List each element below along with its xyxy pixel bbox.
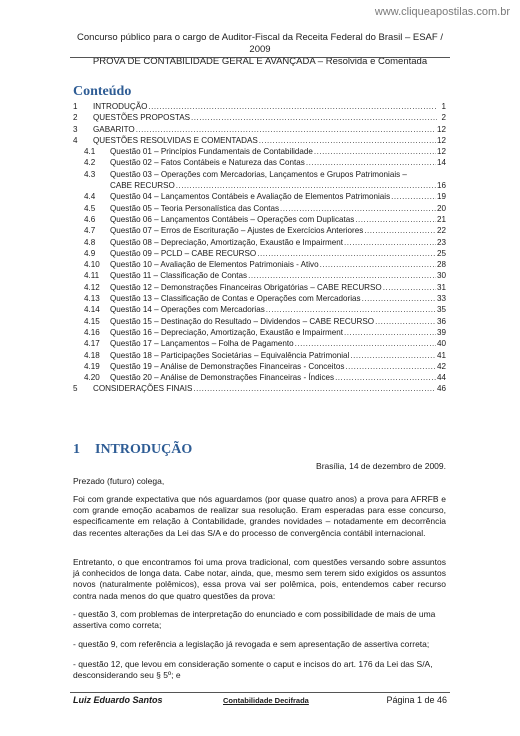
toc-entry[interactable] (73, 191, 446, 202)
toc-dot-leader (280, 203, 436, 214)
toc-title: Conteúdo (73, 84, 132, 99)
toc-dot-leader (257, 248, 436, 259)
toc-dot-leader (383, 282, 436, 293)
toc-entry-title: Questão 12 – Demonstrações Financeiras Obrigatórias – CABE RECURSO (110, 282, 382, 292)
toc-entry[interactable] (73, 304, 446, 315)
header-line-2: PROVA DE CONTABILIDADE GERAL E AVANÇADA – Resolvida e Comentada (92, 56, 428, 67)
toc-entry-number: 2 (73, 113, 78, 123)
toc-entry-page: 36 (436, 316, 446, 326)
toc-entry-number: 4.20 (84, 373, 100, 383)
toc-entry[interactable] (73, 259, 446, 270)
toc-entry[interactable] (73, 361, 446, 372)
table-of-contents (73, 101, 446, 395)
toc-dot-leader (193, 383, 436, 394)
toc-entry-page: 21 (436, 214, 446, 224)
toc-dot-leader (266, 304, 436, 315)
letter-date: Brasília, 14 de dezembro de 2009. (316, 461, 446, 471)
toc-entry-page: 39 (436, 327, 446, 337)
toc-entry-page: 35 (436, 305, 446, 315)
toc-entry-page: 42 (436, 361, 446, 371)
toc-entry-page: 12 (436, 147, 446, 157)
toc-dot-leader (344, 237, 436, 248)
toc-entry-title: Questão 05 – Teoria Personalística das Contas (110, 203, 280, 213)
toc-entry-title: Questão 10 – Avaliação de Elementos Patrimoniais - Ativo (110, 260, 319, 270)
toc-entry[interactable] (73, 146, 446, 157)
toc-entry-page: 23 (436, 237, 446, 247)
toc-dot-leader (364, 225, 436, 236)
toc-entry-title: QUESTÕES PROPOSTAS (93, 113, 190, 123)
toc-entry-page: 19 (436, 192, 446, 202)
toc-entry[interactable] (73, 383, 446, 394)
toc-dot-leader (176, 180, 436, 191)
toc-entry[interactable] (73, 135, 446, 146)
toc-entry-title-continued: CABE RECURSO (110, 181, 175, 191)
toc-entry[interactable] (73, 225, 446, 236)
toc-dot-leader (306, 157, 436, 168)
header-line-1: Concurso público para o cargo de Auditor-Fiscal da Receita Federal do Brasil – ESAF / 2009 (77, 32, 443, 55)
toc-entry-number: 4 (73, 135, 78, 145)
toc-entry-page: 40 (436, 339, 446, 349)
toc-entry-number: 4.15 (84, 316, 100, 326)
toc-dot-leader (355, 214, 436, 225)
toc-entry[interactable] (73, 248, 446, 259)
toc-entry[interactable] (73, 237, 446, 248)
toc-entry-number: 4.13 (84, 294, 100, 304)
toc-entry-page: 22 (436, 226, 446, 236)
toc-entry[interactable] (73, 316, 446, 327)
toc-entry-number: 4.14 (84, 305, 100, 315)
toc-entry[interactable] (73, 350, 446, 361)
toc-entry[interactable] (73, 203, 446, 214)
toc-entry-title: CONSIDERAÇÕES FINAIS (93, 384, 193, 394)
toc-entry[interactable] (73, 372, 446, 383)
toc-entry-number: 4.18 (84, 350, 100, 360)
toc-entry[interactable] (73, 338, 446, 349)
toc-entry-title: GABARITO (93, 124, 135, 134)
footer-page-number: Página 1 de 46 (386, 695, 447, 705)
toc-dot-leader (350, 350, 436, 361)
toc-dot-leader (191, 112, 437, 123)
toc-entry-page: 28 (436, 260, 446, 270)
toc-entry[interactable] (73, 270, 446, 281)
toc-entry-number: 4.1 (84, 147, 96, 157)
toc-entry-title: Questão 01 – Princípios Fundamentais de Contabilidade (110, 147, 313, 157)
list-item-questao-3: - questão 3, com problemas de interpretação do enunciado e com possibilidade de mais de uma assertiva como correta; (73, 609, 436, 631)
paragraph-1: Foi com grande expectativa que nós aguardamos (por quase quatro anos) a prova para AFRFB e com grande emoção acabamos de realizar sua resolução. Eram esperadas para esse concurso, especificamente em relação à Contabilidade, grandes novidades – notadamente em decorrência das recentes alterações da Lei das S/A e do processo de convergência contábil internacional. (73, 494, 446, 538)
footer-author: Luiz Eduardo Santos (73, 695, 163, 705)
toc-entry-page: 2 (441, 113, 446, 123)
toc-entry-number: 4.5 (84, 203, 96, 213)
toc-dot-leader (136, 124, 436, 135)
toc-entry-title: Questão 16 – Depreciação, Amortização, Exaustão e Impairment (110, 327, 344, 337)
footer-divider (70, 692, 450, 693)
toc-entry-title: Questão 18 – Participações Societárias – Equivalência Patrimonial (110, 350, 350, 360)
toc-entry-title: Questão 04 – Lançamentos Contábeis e Avaliação de Elementos Patrimoniais (110, 192, 391, 202)
toc-entry-page: 33 (436, 294, 446, 304)
toc-entry-number: 4.3 (84, 169, 96, 179)
toc-entry-title: Questão 15 – Destinação do Resultado – Dividendos – CABE RECURSO (110, 316, 375, 326)
footer-book-title: Contabilidade Decifrada (223, 696, 309, 705)
toc-entry-number: 4.17 (84, 339, 100, 349)
toc-entry-title: Questão 08 – Depreciação, Amortização, Exaustão e Impairment (110, 237, 344, 247)
toc-entry[interactable] (73, 112, 446, 123)
toc-entry-number: 4.19 (84, 361, 100, 371)
header-divider (70, 57, 450, 58)
toc-entry-page: 12 (436, 135, 446, 145)
toc-entry-number: 4.11 (84, 271, 100, 281)
toc-entry-title: Questão 06 – Lançamentos Contábeis – Operações com Duplicatas (110, 214, 355, 224)
paragraph-2: Entretanto, o que encontramos foi uma prova tradicional, com questões versando sobre assuntos já conhecidos de longa data. Cabe notar, ainda, que, mesmo sem terem sido exigidos os assuntos novos (naturalmente polêmicos), essa prova vai ser polêmica, pois, entendemos caber recurso contra nada menos do que quatro questões da prova: (73, 557, 446, 601)
toc-entry-page: 30 (436, 271, 446, 281)
toc-entry-page: 14 (436, 158, 446, 168)
toc-entry-number: 4.12 (84, 282, 100, 292)
toc-dot-leader (259, 135, 436, 146)
toc-entry[interactable] (73, 124, 446, 135)
list-item-questao-12: - questão 12, que levou em consideração somente o caput e incisos do art. 176 da Lei das S/A, desconsiderando seu § 5º; e (73, 659, 433, 681)
toc-entry-title: Questão 07 – Erros de Escrituração – Ajustes de Exercícios Anteriores (110, 226, 364, 236)
toc-entry-title: Questão 14 – Operações com Mercadorias (110, 305, 265, 315)
toc-entry-number: 4.10 (84, 260, 100, 270)
toc-entry-number: 4.9 (84, 248, 96, 258)
toc-entry-title: Questão 02 – Fatos Contábeis e Natureza das Contas (110, 158, 305, 168)
toc-entry[interactable] (73, 327, 446, 338)
toc-entry-page: 12 (436, 124, 446, 134)
toc-dot-leader (248, 270, 436, 281)
toc-entry-title: Questão 17 – Lançamentos – Folha de Pagamento (110, 339, 294, 349)
toc-entry-page: 16 (436, 181, 446, 191)
toc-entry-page: 44 (436, 373, 446, 383)
toc-entry-title: Questão 13 – Classificação de Contas e Operações com Mercadorias (110, 294, 361, 304)
toc-dot-leader (148, 101, 437, 112)
toc-entry[interactable] (73, 101, 446, 112)
toc-entry-number: 4.16 (84, 327, 100, 337)
toc-entry-page: 20 (436, 203, 446, 213)
toc-entry[interactable] (73, 282, 446, 293)
section-number: 1 (73, 442, 80, 457)
toc-entry-page: 41 (436, 350, 446, 360)
document-header (70, 32, 450, 68)
section-heading-introducao (73, 442, 192, 458)
toc-entry-page: 31 (436, 282, 446, 292)
toc-entry-number: 4.7 (84, 226, 96, 236)
toc-entry-title: Questão 20 – Análise de Demonstrações Financeiras - Índices (110, 373, 335, 383)
toc-entry-title: Questão 09 – PCLD – CABE RECURSO (110, 248, 257, 258)
section-heading-text: INTRODUÇÃO (95, 442, 193, 457)
site-watermark: www.cliqueapostilas.com.br (374, 6, 510, 18)
toc-entry[interactable] (73, 180, 446, 191)
toc-entry-page: 1 (441, 102, 446, 111)
greeting: Prezado (futuro) colega, (73, 476, 165, 486)
toc-dot-leader (391, 191, 436, 202)
toc-dot-leader (362, 293, 436, 304)
toc-entry[interactable] (73, 214, 446, 225)
toc-entry-number: 4.4 (84, 192, 96, 202)
toc-dot-leader (335, 372, 436, 383)
toc-entry-title: Questão 19 – Análise de Demonstrações Financeiras - Conceitos (110, 361, 345, 371)
toc-dot-leader (344, 327, 436, 338)
toc-entry-title: QUESTÕES RESOLVIDAS E COMENTADAS (93, 135, 258, 145)
list-item-questao-9: - questão 9, com referência a legislação já revogada e sem apresentação de assertiva correta; (73, 639, 430, 649)
toc-entry-page: 25 (436, 248, 446, 258)
toc-entry-number: 4.2 (84, 158, 96, 168)
toc-entry[interactable] (73, 169, 446, 180)
toc-dot-leader (345, 361, 436, 372)
toc-entry-number: 5 (73, 384, 78, 394)
toc-entry-title: Questão 03 – Operações com Mercadorias, Lançamentos e Grupos Patrimoniais – (110, 169, 407, 179)
toc-dot-leader (314, 146, 436, 157)
toc-dot-leader (295, 338, 436, 349)
toc-entry-number: 3 (73, 124, 78, 134)
toc-dot-leader (320, 259, 436, 270)
toc-entry-page: 46 (436, 384, 446, 394)
toc-entry-number: 4.6 (84, 214, 96, 224)
toc-entry-number: 4.8 (84, 237, 96, 247)
toc-entry-title: Questão 11 – Classificação de Contas (110, 271, 248, 281)
toc-entry-number: 1 (73, 102, 78, 111)
toc-dot-leader (375, 316, 436, 327)
toc-entry[interactable] (73, 293, 446, 304)
toc-entry-title: INTRODUÇÃO (93, 102, 148, 111)
toc-entry[interactable] (73, 157, 446, 168)
